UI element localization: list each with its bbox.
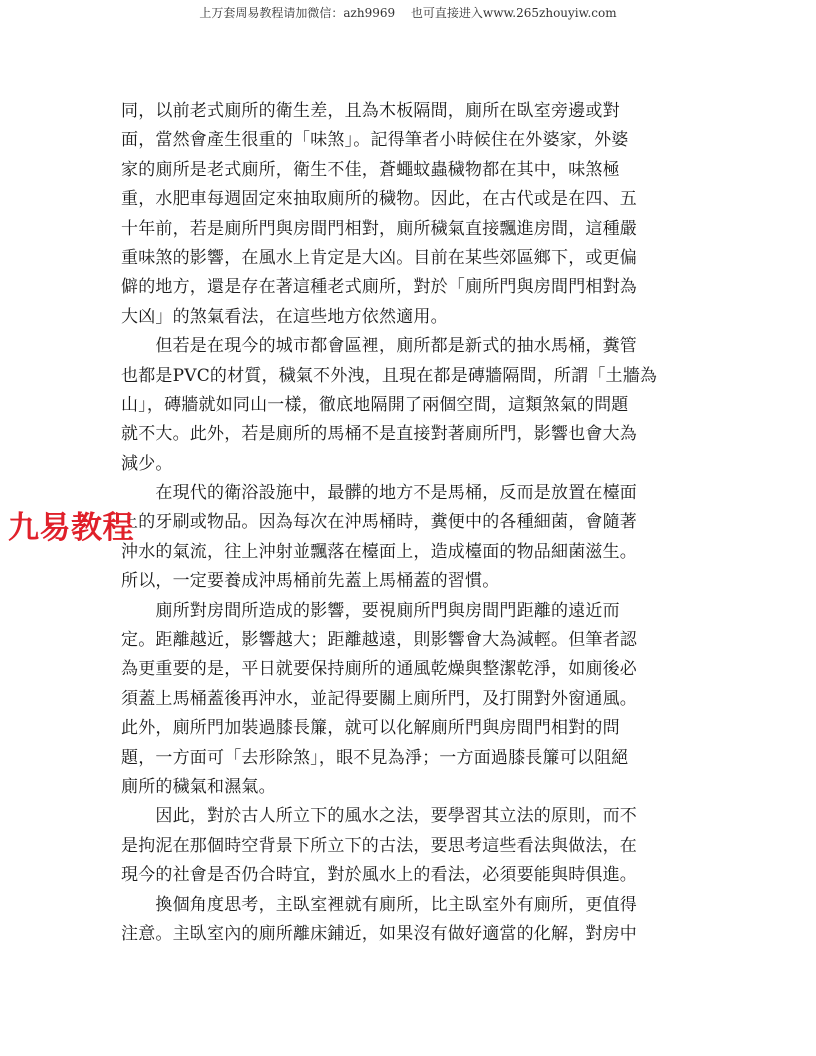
text-line: 須蓋上馬桶蓋後再沖水，並記得要關上廁所門，及打開對外窗通風。: [121, 688, 637, 709]
text-line: 山」，磚牆就如同山一樣，徹底地隔開了兩個空間，這類煞氣的問題: [121, 394, 629, 415]
text-line: 重味煞的影響，在風水上肯定是大凶。目前在某些郊區鄉下，或更偏: [121, 247, 637, 268]
text-line: 面，當然會產生很重的「味煞」。記得筆者小時候住在外婆家，外婆: [121, 130, 629, 151]
text-line: 上的牙刷或物品。因為每次在沖馬桶時，糞便中的各種細菌，會隨著: [121, 512, 637, 533]
text-line: 是拘泥在那個時空背景下所立下的古法，要思考這些看法與做法，在: [121, 835, 637, 856]
text-line: 同，以前老式廁所的衛生差，且為木板隔間，廁所在臥室旁邊或對: [121, 101, 620, 121]
text-line: 在現代的衛浴設施中，最髒的地方不是馬桶，反而是放置在檯面: [121, 483, 637, 504]
text-line: 僻的地方，還是存在著這種老式廁所，對於「廁所門與房間門相對為: [121, 277, 637, 298]
text-line: 廁所對房間所造成的影響，要視廁所門與房間門距離的遠近而: [121, 600, 620, 621]
text-line: 但若是在現今的城市都會區裡，廁所都是新式的抽水馬桶，糞管: [121, 336, 637, 357]
text-line: 也都是PVC的材質，穢氣不外洩，且現在都是磚牆隔間，所謂「土牆為: [121, 365, 658, 386]
body-text: [121, 97, 691, 949]
text-line: 沖水的氣流，往上沖射並飄落在檯面上，造成檯面的物品細菌滋生。: [121, 541, 637, 562]
text-line: 廁所的穢氣和濕氣。: [121, 776, 276, 797]
text-line: 定。距離越近，影響越大；距離越遠，則影響會大為減輕。但筆者認: [121, 630, 637, 651]
text-line: 就不大。此外，若是廁所的馬桶不是直接對著廁所門，影響也會大為: [121, 424, 637, 445]
text-line: 大凶」的煞氣看法，在這些地方依然適用。: [121, 306, 448, 327]
text-line: 因此，對於古人所立下的風水之法，要學習其立法的原則，而不: [121, 806, 637, 827]
page-header: 上万套周易教程请加微信：azh9969 也可直接进入www.265zhouyiw.com: [199, 6, 617, 20]
text-line: 重，水肥車每週固定來抽取廁所的穢物。因此，在古代或是在四、五: [121, 189, 637, 210]
text-line: 換個角度思考，主臥室裡就有廁所，比主臥室外有廁所，更值得: [121, 894, 637, 915]
text-line: 家的廁所是老式廁所，衛生不佳，蒼蠅蚊蟲穢物都在其中，味煞極: [121, 159, 620, 180]
text-line: 為更重要的是，平日就要保持廁所的通風乾燥與整潔乾淨，如廁後必: [121, 659, 637, 680]
watermark-logo: 九易教程: [8, 510, 134, 546]
text-line: 此外，廁所門加裝過膝長簾，就可以化解廁所門與房間門相對的問: [121, 718, 620, 739]
text-line: 十年前，若是廁所門與房間門相對，廁所穢氣直接飄進房間，這種嚴: [121, 218, 637, 239]
text-line: 題，一方面可「去形除煞」，眼不見為淨；一方面過膝長簾可以阻絕: [121, 747, 629, 768]
text-line: 所以，一定要養成沖馬桶前先蓋上馬桶蓋的習慣。: [121, 571, 500, 592]
text-line: 注意。主臥室內的廁所離床鋪近，如果沒有做好適當的化解，對房中: [121, 923, 637, 944]
text-line: 減少。: [121, 453, 173, 474]
text-line: 現今的社會是否仍合時宜，對於風水上的看法，必須要能與時俱進。: [121, 865, 637, 886]
